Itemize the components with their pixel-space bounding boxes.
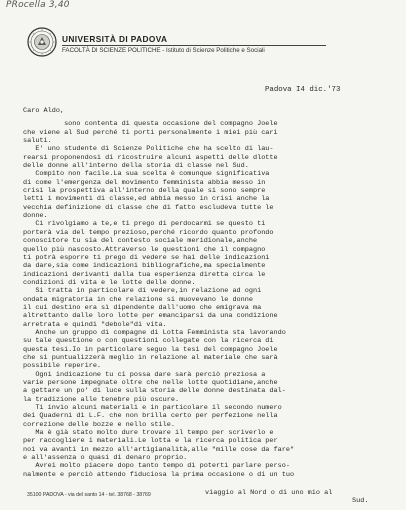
letter-line: E' uno studente di Scienze Politiche che ha scelto di lau-	[23, 145, 274, 154]
letter-line: Anche un gruppo di compagne di Lotta Femminista sta lavorando	[23, 328, 286, 337]
letter-line: per raccogliere i materiali.Le lotta e la ricerca politica per	[23, 437, 278, 446]
letter-line: letti i movimenti di classe,ed abbia messo in crisi anche la	[23, 195, 270, 204]
university-seal-icon	[27, 27, 57, 57]
letter-body	[23, 107, 403, 479]
letter-line: Si tratta in particolare di vedere,in relazione ad ogni	[23, 287, 262, 296]
letter-line: che viene al Sud perché ti porti personalmente i miei più cari	[23, 128, 278, 137]
letter-line: correzione delle bozze e nello stile.	[23, 420, 175, 429]
letter-line: la tradizione alle tenebre più oscure.	[23, 395, 180, 404]
letter-line: Ma è già stato molto dure trovare il tempo per scriverlo e	[23, 429, 274, 438]
letterhead-footer-address: 35100 PADOVA - via del santo 14 - tel. 38768 - 38769	[27, 492, 151, 498]
letter-lines	[23, 120, 403, 479]
letter-line: a gettare un po' di luce sulla storia delle donne destinata dal-	[23, 387, 286, 396]
letter-line: Compito non facile.La sua scelta è comunque significativa	[23, 170, 270, 179]
letterhead-rule	[62, 45, 326, 46]
letter-line: arretrata e quindi "debole"di vita.	[23, 320, 167, 329]
letter-line: da dare,sia come indicazioni bibliografiche,ma specialmente	[23, 262, 266, 271]
letter-line: noi va avanti in mezzo all'artigianalità,alle "mille cose da fare"	[23, 445, 295, 454]
salutation: Caro Aldo,	[23, 107, 65, 115]
letter-line: ti potrà esporre ti prego di vedere se hai delle indicazioni	[23, 253, 270, 262]
letter-line: porterà via del tempo prezioso,perché ricordo quanto profondo	[23, 228, 274, 237]
letter-line: di come l'emergenza del movimento femminista abbia messo in	[23, 178, 266, 187]
letter-line: possibile reperire.	[23, 362, 102, 371]
letter-line: Ti invio alcuni materiali e in particolare il secondo numero	[23, 404, 282, 413]
letter-line: quello più nascosto.Attraverso le questioni che il compagno	[23, 245, 266, 254]
letter-line: e all'assenza o quasi di denaro proprio.	[23, 454, 188, 463]
letter-line: donne.	[23, 212, 48, 221]
letter-line: condizioni di vita e le lotte delle donne.	[23, 278, 196, 287]
letter-closing-end: Sud.	[352, 497, 369, 505]
letter-line: che si puntualizzerà meglio in relazione al materiale che sarà	[23, 353, 278, 362]
letter-line: su tale questione o con questioni collegate con la ricerca di	[23, 337, 274, 346]
letter-line: indicazioni derivanti dalla tua esperienza diretta circa le	[23, 270, 266, 279]
archive-mark: PRocella 3,40	[6, 0, 70, 10]
letter-line: rearsi proponendosi di ricostruire alcuni aspetti delle dlotte	[23, 153, 278, 162]
letter-line: Ci rivolgiamo a te,e ti prego di perdocarmi se questo ti	[23, 220, 266, 229]
letter-line: ondata migratoria in che relazione si muovevano le donne	[23, 295, 253, 304]
letter-line: Avrei molto piacere dopo tanto tempo di poterti parlare perso-	[23, 462, 290, 471]
letter-date: Padova I4 dic.'73	[265, 86, 341, 94]
letter-line: nalmente e perciò attendo fiduciosa la prima occasione o di un tuo	[23, 470, 295, 479]
letter-line: crisi la prospettiva all'interno della quale si sono sempre	[23, 187, 266, 196]
letter-line: Ogni indicazione tu ci possa dare sarà perciò preziosa a	[23, 370, 266, 379]
letterhead	[62, 34, 382, 54]
letter-line: varie persone impegnate oltre che nelle lotte quotidiane,anche	[23, 379, 278, 387]
letter-line: dei Quaderni di L.F. che non brilla certo per perfezione nella	[23, 412, 278, 421]
letter-line: conoscitore tu sia del contesto sociale meridionale,anche	[23, 237, 258, 246]
letterhead-faculty: FACOLTÀ DI SCIENZE POLITICHE - Istituto di Scienze Politiche e Sociali	[62, 47, 265, 54]
letter-line: il cui destino era sì dipendente dall'uomo che emigrava ma	[23, 303, 262, 312]
letter-line: vecchia definizione di classe che di fatto escludeva tutte le	[23, 203, 274, 212]
letter-line: questa tesi.Io in particolare seguo la tesi del compagno Joele	[23, 345, 278, 354]
letter-line: sono contenta di questa occasione del compagno Joele	[23, 120, 278, 129]
letter-line: altrettanto dalle loro lotte per emanciparsi da una condizione	[23, 312, 278, 321]
letter-line: delle donne all'interno della storia di classe nel Sud.	[23, 162, 249, 171]
letter-closing-line: viaggio al Nord o di uno mio al	[205, 489, 333, 497]
letterhead-university: UNIVERSITÀ DI PADOVA	[62, 34, 168, 44]
letter-line: saluti.	[23, 137, 52, 146]
